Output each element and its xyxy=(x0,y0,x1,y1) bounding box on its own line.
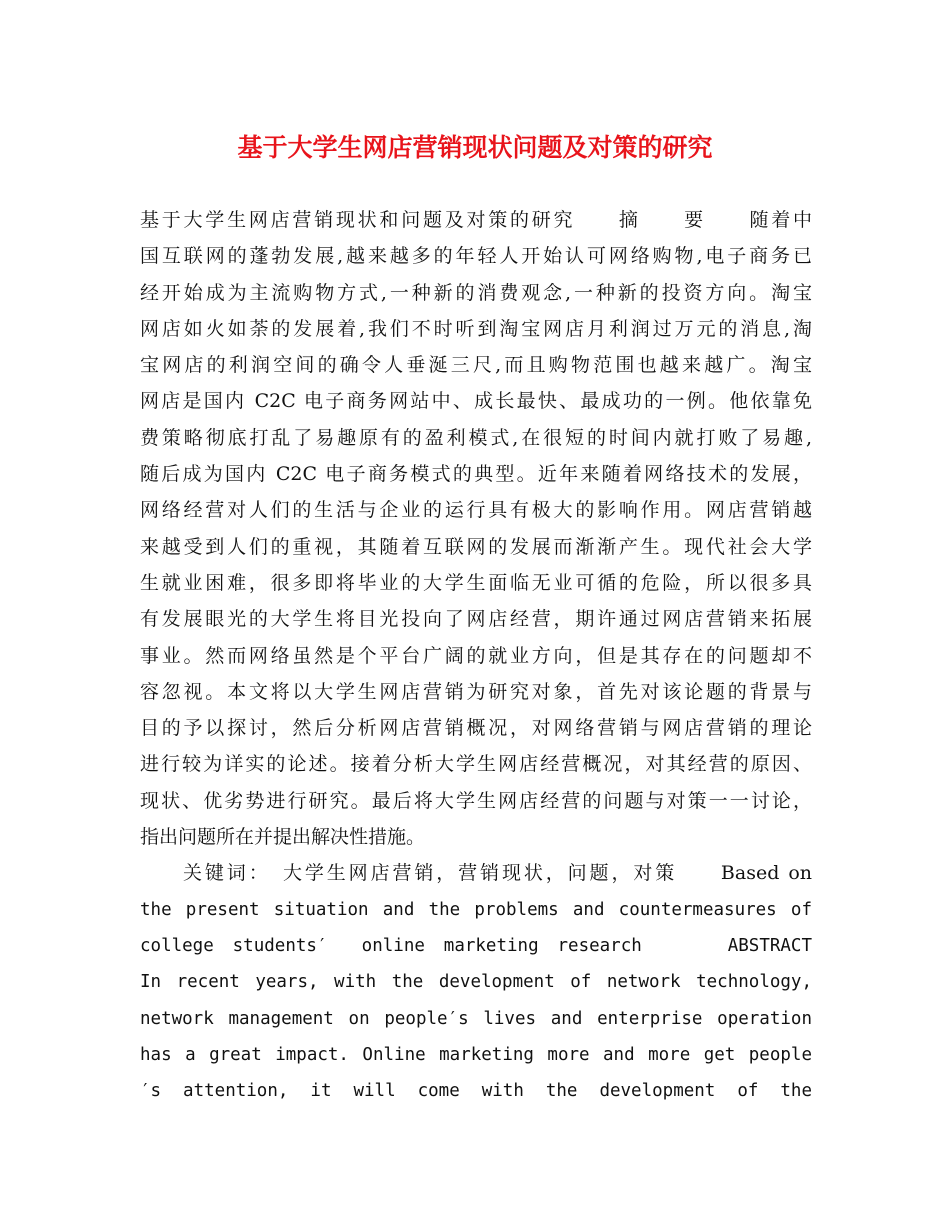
abstract-line: In recent years, with the development of network technology, xyxy=(140,972,812,993)
body-line: 基于大学生网店营销现状和问题及对策的研究 摘 要 随着中 xyxy=(140,209,812,231)
abstract-line: college students′ online marketing research ABSTRACT xyxy=(140,935,812,956)
body-line: 来越受到人们的重视，其随着互联网的发展而渐渐产生。现代社会大学 xyxy=(140,535,812,558)
body-line: 事业。然而网络虽然是个平台广阔的就业方向，但是其存在的问题却不 xyxy=(140,644,812,667)
document-body xyxy=(140,202,812,1109)
body-line: 进行较为详实的论述。接着分析大学生网店经营概况，对其经营的原因、 xyxy=(140,753,812,776)
body-line: 费策略彻底打乱了易趣原有的盈利模式,在很短的时间内就打败了易趣, xyxy=(140,426,812,449)
body-line: 国互联网的蓬勃发展,越来越多的年轻人开始认可网络购物,电子商务已 xyxy=(140,245,812,268)
keywords-line: 关键词： 大学生网店营销，营销现状，问题，对策 Based on xyxy=(183,862,812,885)
body-line: 生就业困难，很多即将毕业的大学生面临无业可循的危险，所以很多具 xyxy=(140,571,812,594)
body-line: 随后成为国内 C2C 电子商务模式的典型。近年来随着网络技术的发展， xyxy=(140,463,812,486)
body-line: 目的予以探讨，然后分析网店营销概况，对网络营销与网店营销的理论 xyxy=(140,717,812,740)
body-line: 指出问题所在并提出解决性措施。 xyxy=(140,826,426,849)
abstract-line: the present situation and the problems and countermeasures of xyxy=(140,899,812,920)
body-line: 有发展眼光的大学生将目光投向了网店经营，期许通过网店营销来拓展 xyxy=(140,608,812,631)
abstract-line: network management on people′s lives and enterprise operation xyxy=(140,1008,812,1029)
document-title: 基于大学生网店营销现状问题及对策的研究 xyxy=(237,133,713,162)
body-line: 网店是国内 C2C 电子商务网站中、成长最快、最成功的一例。他依靠免 xyxy=(140,390,812,413)
body-line: 网店如火如荼的发展着,我们不时听到淘宝网店月利润过万元的消息,淘 xyxy=(140,317,812,340)
body-line: 现状、优劣势进行研究。最后将大学生网店经营的问题与对策一一讨论， xyxy=(140,789,812,812)
abstract-line: ′s attention, it will come with the development of the xyxy=(140,1081,812,1102)
body-line: 宝网店的利润空间的确令人垂涎三尺,而且购物范围也越来越广。淘宝 xyxy=(140,354,812,377)
abstract-line: has a great impact. Online marketing more and more get people xyxy=(140,1044,812,1065)
body-line: 网络经营对人们的生活与企业的运行具有极大的影响作用。网店营销越 xyxy=(140,499,812,522)
body-line: 经开始成为主流购物方式,一种新的消费观念,一种新的投资方向。淘宝 xyxy=(140,281,812,304)
body-line: 容忽视。本文将以大学生网店营销为研究对象，首先对该论题的背景与 xyxy=(140,680,812,703)
